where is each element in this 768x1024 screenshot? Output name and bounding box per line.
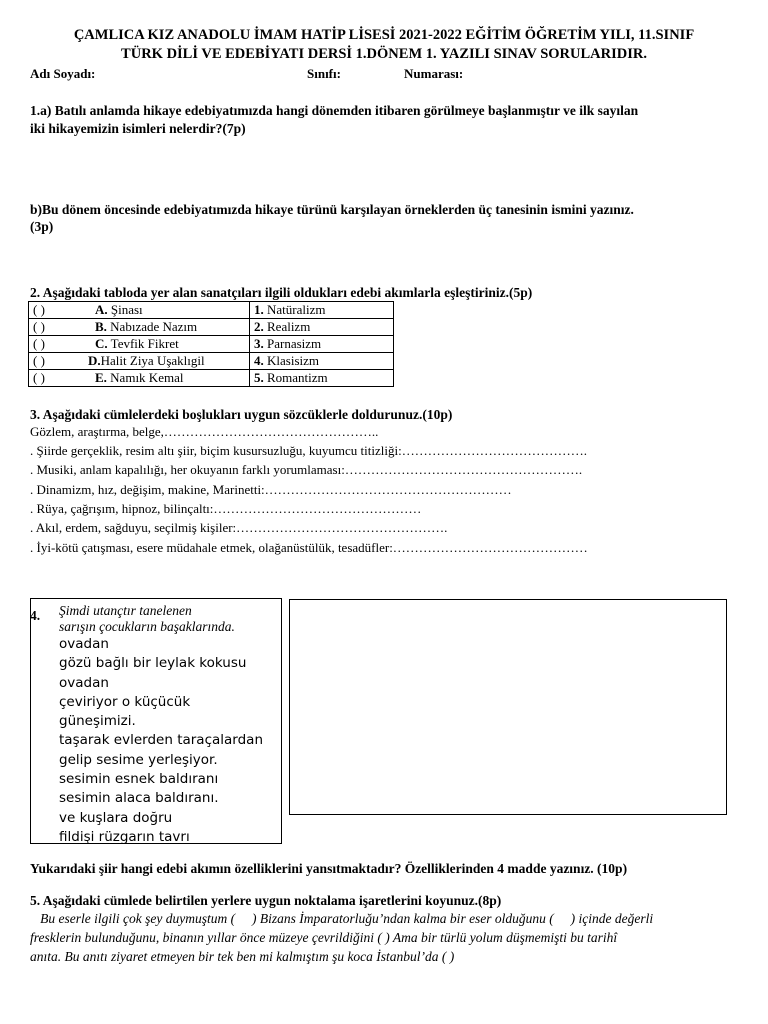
- fill-blank-item[interactable]: Gözlem, araştırma, belge,…………………………………………..: [30, 424, 379, 439]
- question-3-title: 3. Aşağıdaki cümlelerdeki boşlukları uygun sözcüklerle doldurunuz.(10p): [30, 407, 453, 422]
- question-4-number: 4.: [30, 608, 41, 623]
- paragraph-line[interactable]: Bu eserle ilgili çok şey duymuştum ( ) Bizans İmparatorluğu’ndan kalma bir eser olduğunu ( ) içinde değerli: [30, 911, 654, 926]
- artist-name: Tevfik Fikret: [110, 336, 179, 351]
- movement-number: 5.: [254, 370, 264, 385]
- student-number-label: Numarası:: [404, 66, 464, 81]
- artist-letter: C.: [95, 336, 108, 351]
- question-2-title: 2. Aşağıdaki tabloda yer alan sanatçıları ilgili oldukları edebi akımlarla eşleştiriniz.(5p): [30, 285, 533, 300]
- movement-name: Parnasizm: [267, 336, 322, 351]
- fill-blank-item[interactable]: . Rüya, çağrışım, hipnoz, bilinçaltı:…………………………………………: [30, 501, 422, 516]
- poem-line: gelip sesime yerleşiyor.: [59, 751, 218, 768]
- table-row: [29, 302, 394, 319]
- poem-line: çeviriyor o küçücük: [59, 693, 191, 710]
- poem-line: sesimin alaca baldıranı.: [59, 790, 219, 807]
- artist-name: Nabızade Nazım: [110, 319, 198, 334]
- student-class-label: Sınıfı:: [307, 66, 341, 81]
- poem-line: ovadan: [59, 636, 109, 652]
- artist-name: Şinası: [110, 302, 143, 317]
- question-1b-line2: (3p): [30, 219, 54, 234]
- answer-box[interactable]: [289, 599, 727, 815]
- poem-line: sarışın çocukların başaklarında.: [59, 619, 235, 634]
- answer-blank[interactable]: ( ): [33, 302, 45, 317]
- poem-text: [31, 599, 281, 844]
- artist-letter: D.: [88, 353, 101, 368]
- poem-line: güneşimizi.: [59, 713, 136, 730]
- artist-name: Halit Ziya Uşaklıgil: [100, 353, 205, 368]
- movement-number: 4.: [254, 353, 264, 368]
- paragraph-line[interactable]: anıta. Bu anıtı ziyaret etmeyen bir tek ben mi kalmıştım şu koca İstanbul’da ( ): [30, 949, 455, 964]
- movement-name: Natüralizm: [267, 302, 326, 317]
- movement-name: Klasisizm: [267, 353, 319, 368]
- poem-box: [30, 598, 282, 844]
- movement-number: 1.: [254, 302, 264, 317]
- fill-blank-item[interactable]: . Akıl, erdem, sağduyu, seçilmiş kişiler:………………………………………….: [30, 520, 448, 535]
- table-row: [29, 370, 394, 387]
- question-1a-line2: iki hikayemizin isimleri nelerdir?(7p): [30, 121, 246, 136]
- poem-line: Şimdi utançtır tanelenen: [59, 603, 192, 618]
- answer-blank[interactable]: ( ): [33, 336, 45, 351]
- poem-line: taşarak evlerden taraçalardan: [59, 732, 264, 749]
- fill-blank-item[interactable]: . Musiki, anlam kapalılığı, her okuyanın farklı yorumlaması:……………………………………………….: [30, 462, 583, 477]
- movement-name: Realizm: [267, 319, 311, 334]
- poem-line: fildişi rüzgarın tavrı: [59, 828, 190, 844]
- artist-letter: B.: [95, 319, 107, 334]
- artist-letter: A.: [95, 302, 108, 317]
- question-4-text: Yukarıdaki şiir hangi edebi akımın özelliklerini yansıtmaktadır? Özelliklerinden 4 madde yazınız. (10p): [30, 861, 628, 876]
- poem-line: ve kuşlara doğru: [59, 809, 173, 826]
- answer-blank[interactable]: ( ): [33, 353, 45, 368]
- punctuation-paragraph: [30, 909, 750, 966]
- poem-line: gözü bağlı bir leylak kokusu: [59, 655, 247, 672]
- fill-blank-item[interactable]: . Dinamizm, hız, değişim, makine, Marinetti:…………………………………………………: [30, 482, 512, 497]
- exam-header-line1: ÇAMLICA KIZ ANADOLU İMAM HATİP LİSESİ 2021-2022 EĞİTİM ÖĞRETİM YILI, 11.SINIF: [73, 27, 695, 43]
- artist-name: Namık Kemal: [110, 370, 184, 385]
- student-name-label: Adı Soyadı:: [30, 66, 96, 81]
- fill-blank-item[interactable]: . Şiirde gerçeklik, resim altı şiir, biçim kusursuzluğu, kuyumcu titizliği:…………………………………….: [30, 443, 587, 458]
- paragraph-line[interactable]: fresklerin bulunduğunu, binanın yıllar önce müzeye çevrildiğini ( ) Ama bir türlü yolum düşmemişti bu tarihî: [30, 930, 618, 945]
- movement-name: Romantizm: [267, 370, 328, 385]
- answer-blank[interactable]: ( ): [33, 319, 45, 334]
- fill-blank-item[interactable]: . İyi-kötü çatışması, esere müdahale etmek, olağanüstülük, tesadüfler:………………………………………: [30, 540, 588, 555]
- movement-number: 3.: [254, 336, 264, 351]
- exam-header-line2: TÜRK DİLİ VE EDEBİYATI DERSİ 1.DÖNEM 1. YAZILI SINAV SORULARIDIR.: [121, 46, 647, 62]
- poem-line: ovadan: [59, 674, 109, 691]
- question-5-title: 5. Aşağıdaki cümlede belirtilen yerlere uygun noktalama işaretlerini koyunuz.(8p): [30, 893, 502, 908]
- question-1b-line1: b)Bu dönem öncesinde edebiyatımızda hikaye türünü karşılayan örneklerden üç tanesinin ismini yazınız.: [30, 202, 634, 217]
- question-1a-line1: 1.a) Batılı anlamda hikaye edebiyatımızda hangi dönemden itibaren görülmeye başlanmıştır ve ilk sayılan: [30, 103, 639, 118]
- movement-number: 2.: [254, 319, 264, 334]
- artist-letter: E.: [95, 370, 107, 385]
- poem-line: sesimin esnek baldıranı: [59, 771, 219, 788]
- answer-blank[interactable]: ( ): [33, 370, 45, 385]
- table-row: [29, 319, 394, 336]
- table-row: [29, 336, 394, 353]
- matching-table: [28, 301, 394, 387]
- table-row: [29, 353, 394, 370]
